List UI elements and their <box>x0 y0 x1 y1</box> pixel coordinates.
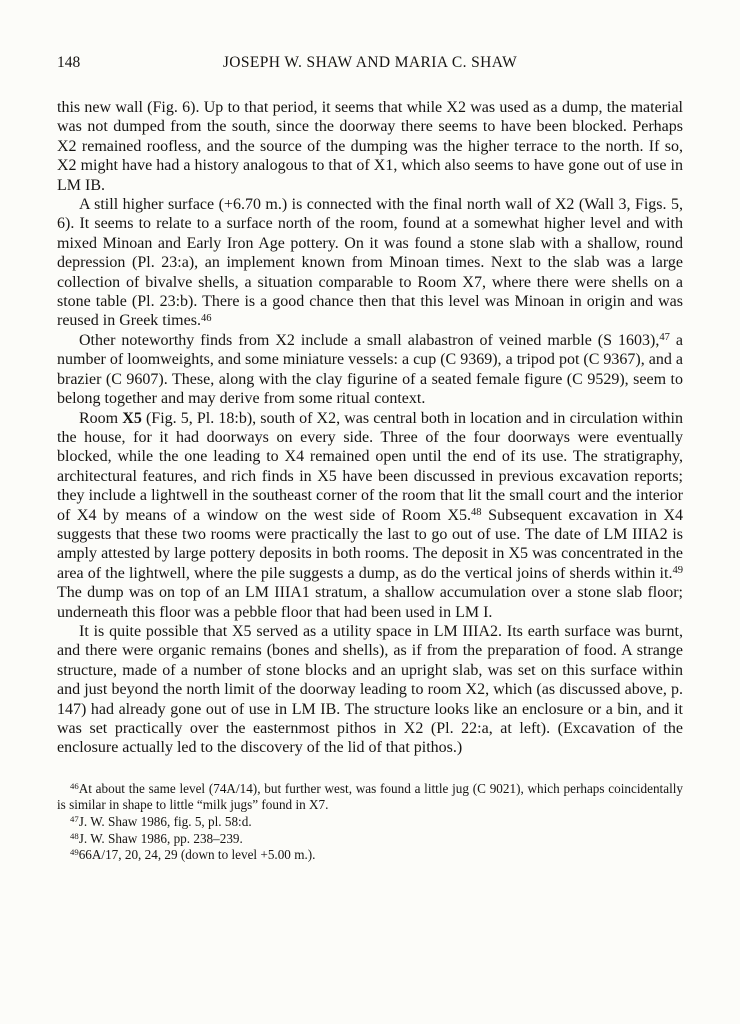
text-run: Other noteworthy finds from X2 include a small alabastron of veined marble (S 1603), <box>79 331 660 349</box>
text-run: X5 <box>122 409 142 427</box>
footnote <box>57 814 683 831</box>
text-run: J. W. Shaw 1986, pp. 238–239. <box>78 830 243 846</box>
text-run: Room <box>79 409 123 427</box>
text-run: It is quite possible that X5 served as a utility space in LM IIIA2. Its earth surface was burnt, and there were organic remains (bones and shells), as if from the preparation of food. A strange structure, made of a number of stone blocks and an upright slab, was set on this surface within and just beyond the north limit of the doorway leading to room X2, which (as discussed above, p. 147) had already gone out of use in LM IB. The structure looks like an enclosure or a bin, and it was set practically over the easternmost pithos in X2 (Pl. 22:a, at left). (Excavation of the enclosure actually led to the discovery of the lid of that pithos.) <box>57 622 683 757</box>
paragraph <box>57 195 683 331</box>
running-head: JOSEPH W. SHAW AND MARIA C. SHAW <box>222 54 518 71</box>
text-run: a number of loomweights, and some miniature vessels: a cup (C 9369), a tripod pot (C 9367), and a brazier (C 9607). These, along with the clay figurine of a seated female figure (C 9529), seem to belong together and may derive from some ritual context. <box>57 331 683 408</box>
paragraph <box>57 409 683 622</box>
text-run: Subsequent excavation in X4 suggests that these two rooms were practically the last to go out of use. The date of LM IIIA2 is amply attested by large pottery deposits in both rooms. The deposit in X5 was concentrated in the area of the lightwell, where the pile suggests a dump, as do the vertical joins of sherds within it. <box>57 506 683 582</box>
text-run: A still higher surface (+6.70 m.) is connected with the final north wall of X2 (Wall 3, Figs. 5, 6). It seems to relate to a surface north of the room, found at a somewhat higher level and with mixed Minoan and Early Iron Age pottery. On it was found a stone slab with a shallow, round depression (Pl. 23:a), an implement known from Minoan times. Next to the slab was a large collection of bivalve shells, a situation comparable to Room X7, where there were shells on a stone table (Pl. 23:b). There is a good chance then that this level was Minoan in origin and was reused in Greek times. <box>57 196 683 330</box>
paragraph <box>57 622 683 758</box>
text-run: The dump was on top of an LM IIIA1 stratum, a shallow accumulation over a stone slab floor; underneath this floor was a pebble floor that had been used in LM I. <box>57 584 683 621</box>
paragraph <box>57 331 683 409</box>
page-header <box>57 54 683 74</box>
body-paragraphs <box>57 98 683 758</box>
text-run: At about the same level (74A/14), but further west, was found a little jug (C 9021), which perhaps coincidentally is similar in shape to little “milk jugs” found in X7. <box>57 780 683 813</box>
text-run: this new wall (Fig. 6). Up to that period, it seems that while X2 was used as a dump, the material was not dumped from the south, since the doorway there seems to have been blocked. Perhaps X2 remained roofless, and the source of the dumping was the higher terrace to the north. If so, X2 might have had a history analogous to that of X1, which also seems to have gone out of use in LM IB. <box>57 99 683 194</box>
footnote-marker: 49 <box>70 847 79 858</box>
text-run: (Fig. 5, Pl. 18:b), south of X2, was central both in location and in circulation within the house, for it had doorways on every side. Three of the four doorways were eventually blocked, while the one leading to X4 remained open until the end of its use. The stratigraphy, architectural features, and rich finds in X5 have been discussed in previous excavation reports; they include a lightwell in the southeast corner of the room that lit the small court and the interior of X4 by means of a window on the west side of Room X5. <box>57 409 684 524</box>
footnote-marker: 48 <box>471 506 482 518</box>
footnote-marker: 46 <box>70 780 79 791</box>
footnote-marker: 47 <box>70 814 79 825</box>
footnote-marker: 47 <box>659 332 670 344</box>
page-number: 148 <box>57 54 81 71</box>
footnote <box>57 847 683 864</box>
footnote-marker: 46 <box>200 312 212 324</box>
footnote-marker: 48 <box>70 830 79 841</box>
footnote-marker: 49 <box>672 565 683 576</box>
footnotes <box>57 781 683 864</box>
paragraph <box>57 98 683 195</box>
footnote <box>57 831 683 848</box>
footnote <box>57 781 683 814</box>
text-run: 66A/17, 20, 24, 29 (down to level +5.00 m.). <box>78 847 316 863</box>
text-run: J. W. Shaw 1986, fig. 5, pl. 58:d. <box>78 814 252 829</box>
